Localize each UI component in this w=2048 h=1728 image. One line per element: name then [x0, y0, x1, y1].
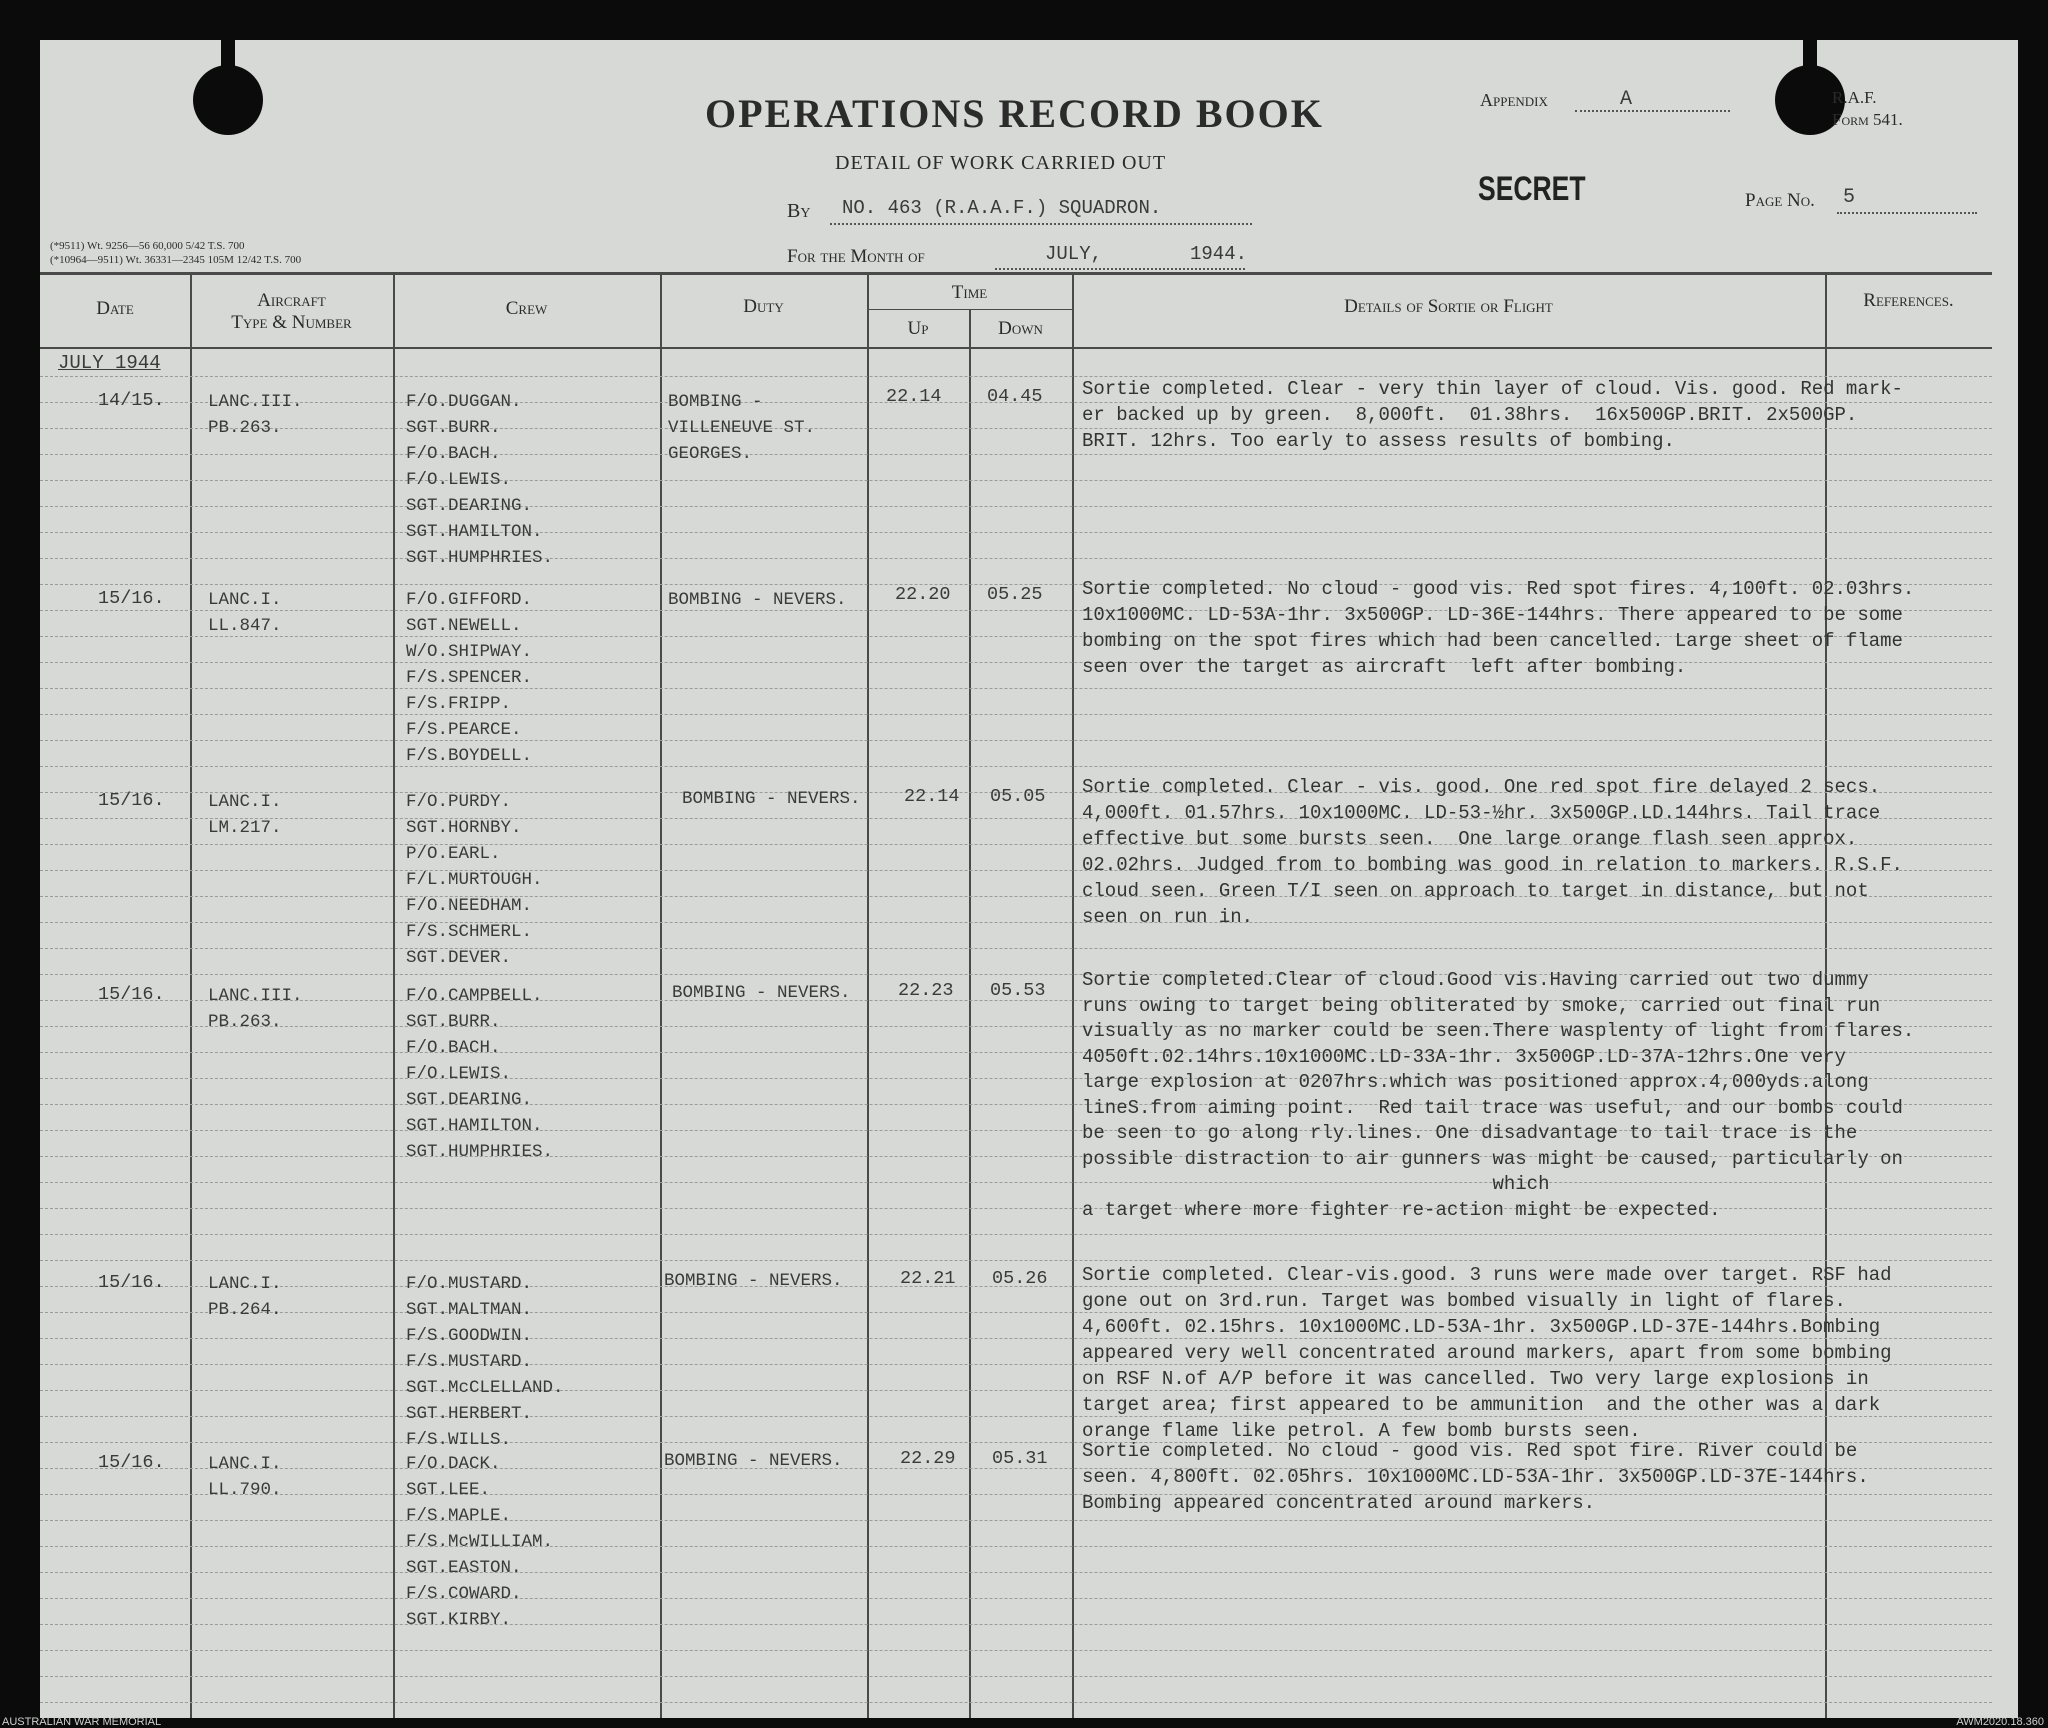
- col-divider-4: [867, 272, 869, 1718]
- entry-date: 15/16.: [98, 1452, 165, 1473]
- entry-time-up: 22.23: [898, 980, 954, 1001]
- entry-time-down: 05.25: [987, 584, 1043, 605]
- header-duty: Duty: [743, 296, 784, 317]
- entry-crew: F/O.PURDY. SGT.HORNBY. P/O.EARL. F/L.MURTOUGH. F/O.NEEDHAM. F/S.SCHMERL. SGT.DEVER.: [406, 792, 543, 968]
- entry-details: Sortie completed. Clear-vis.good. 3 runs were made over target. RSF had gone out on 3rd.run. Target was bombed visually in light of flares. 4,600ft. 02.15hrs. 10x1000MC.LD-53A-1hr. 3x500GP.LD-37E-144hrs.Bombing appeared very well concentrated around markers, apart from some bombing on RSF N.of A/P before it was cancelled. Two very large explosions in target area; first appeared to be ammunition and the other was a dark orange flame like petrol. A few bomb bursts seen.: [1082, 1264, 1892, 1442]
- entry-details: Sortie completed. No cloud - good vis. Red spot fires. 4,100ft. 02.03hrs. 10x1000MC. LD-53A-1hr. 3x500GP. LD-36E-144hrs. There appeared to be some bombing on the spot fires which had been cancelled. Large sheet of flame seen over the target as aircraft left after bombing.: [1082, 578, 1915, 678]
- entry-crew: F/O.CAMPBELL. SGT.BURR. F/O.BACH. F/O.LEWIS. SGT.DEARING. SGT.HAMILTON. SGT.HUMPHRIES.: [406, 986, 554, 1162]
- ruled-line: [40, 1598, 1992, 1599]
- entry-time-down: 05.31: [992, 1448, 1048, 1469]
- record-sheet: [40, 40, 2018, 1718]
- appendix-value: A: [1620, 88, 1633, 111]
- ruled-line: [40, 1650, 1992, 1651]
- month-label: For the Month of: [787, 246, 925, 267]
- entry-time-down: 05.26: [992, 1268, 1048, 1289]
- by-label: By: [787, 200, 811, 222]
- entry-crew: F/O.DACK. SGT.LEE. F/S.MAPLE. F/S.McWILLIAM. SGT.EASTON. F/S.COWARD. SGT.KIRBY.: [406, 1454, 554, 1630]
- ruled-line: [40, 480, 1992, 481]
- col-divider-5: [969, 310, 971, 1718]
- entry-aircraft: LANC.I. LL.847.: [208, 590, 282, 636]
- entry-time-up: 22.21: [900, 1268, 956, 1289]
- month-heading: JULY 1944: [58, 352, 161, 374]
- entry-aircraft: LANC.I. LL.790.: [208, 1454, 282, 1500]
- month-value: JULY,: [1045, 243, 1103, 265]
- entry-duty: BOMBING - NEVERS.: [664, 1451, 843, 1471]
- header-time: Time: [951, 282, 988, 303]
- entry-details: Sortie completed. No cloud - good vis. Red spot fire. River could be seen. 4,800ft. 02.05hrs. 10x1000MC.LD-53A-1hr. 3x500GP.LD-37E-144hrs. Bombing appeared concentrated around markers.: [1082, 1440, 1869, 1514]
- table-top-rule: [40, 272, 1992, 275]
- entry-crew: F/O.MUSTARD. SGT.MALTMAN. F/S.GOODWIN. F/S.MUSTARD. SGT.McCLELLAND. SGT.HERBERT. F/S.WILLS.: [406, 1274, 564, 1450]
- entry-time-down: 05.05: [990, 786, 1046, 807]
- header-aircraft-1: Aircraft: [257, 290, 326, 311]
- entry-aircraft: LANC.I. LM.217.: [208, 792, 282, 838]
- entry-time-up: 22.14: [904, 786, 960, 807]
- ruled-line: [40, 532, 1992, 533]
- ruled-line: [40, 766, 1992, 767]
- header-down: Down: [998, 318, 1043, 339]
- squadron-line: [830, 223, 1252, 225]
- squadron-name: NO. 463 (R.A.A.F.) SQUADRON.: [842, 197, 1162, 219]
- header-bottom-rule: [40, 347, 1992, 349]
- entry-duty: BOMBING - NEVERS.: [682, 789, 861, 809]
- appendix-line: [1575, 110, 1730, 112]
- footer-right: AWM2020.18.360: [1956, 1716, 2044, 1728]
- ruled-line: [40, 1546, 1992, 1547]
- ruled-line: [40, 1520, 1992, 1521]
- footer-left: AUSTRALIAN WAR MEMORIAL: [2, 1716, 162, 1728]
- page-no-line: [1837, 212, 1977, 214]
- col-divider-2: [393, 272, 395, 1718]
- ruled-line: [40, 558, 1992, 559]
- entry-duty: BOMBING - NEVERS.: [668, 590, 847, 610]
- header-date: Date: [96, 298, 134, 319]
- entry-date: 14/15.: [98, 390, 165, 411]
- ruled-line: [40, 714, 1992, 715]
- entry-time-up: 22.14: [886, 386, 942, 407]
- entry-duty: BOMBING - VILLENEUVE ST. GEORGES.: [668, 392, 816, 464]
- header-aircraft-2: Type & Number: [231, 312, 352, 333]
- ruled-line: [40, 740, 1992, 741]
- entry-duty: BOMBING - NEVERS.: [672, 983, 851, 1003]
- form-line-1: R.A.F.: [1832, 88, 1877, 107]
- entry-date: 15/16.: [98, 790, 165, 811]
- ruled-line: [40, 454, 1992, 455]
- page-no-label: Page No.: [1745, 190, 1815, 211]
- ruled-line: [40, 1572, 1992, 1573]
- entry-details: Sortie completed. Clear - vis. good. One red spot fire delayed 2 secs. 4,000ft. 01.57hrs. 10x1000MC. LD-53-½hr. 3x500GP.LD.144hrs. Tail trace effective but some bursts seen. One large orange flash seen approx. 02.02hrs. Judged from to bombing was good in relation to markers. R.S.F. cloud seen. Green T/I seen on approach to target in distance, but not seen on run in.: [1082, 776, 1903, 928]
- ruled-line: [40, 948, 1992, 949]
- ruled-line: [40, 688, 1992, 689]
- page-title: OPERATIONS RECORD BOOK: [705, 91, 1324, 136]
- month-line: [995, 268, 1245, 270]
- year-value: 1944.: [1190, 243, 1248, 265]
- col-divider-3: [660, 272, 662, 1718]
- col-divider-6: [1072, 272, 1074, 1718]
- entry-details: Sortie completed. Clear - very thin layer of cloud. Vis. good. Red mark- er backed up by green. 8,000ft. 01.38hrs. 16x500GP.BRIT. 2x500GP. BRIT. 12hrs. Too early to assess results of bombing.: [1082, 378, 1903, 452]
- ruled-line: [40, 1702, 1992, 1703]
- entry-crew: F/O.GIFFORD. SGT.NEWELL. W/O.SHIPWAY. F/S.SPENCER. F/S.FRIPP. F/S.PEARCE. F/S.BOYDELL.: [406, 590, 533, 766]
- secret-stamp: SECRET: [1478, 170, 1586, 208]
- page-no-value: 5: [1843, 186, 1856, 209]
- entry-aircraft: LANC.III. PB.263.: [208, 392, 303, 438]
- entry-aircraft: LANC.I. PB.264.: [208, 1274, 282, 1320]
- ruled-line: [40, 1260, 1992, 1261]
- ruled-line: [40, 1676, 1992, 1677]
- ruled-line: [40, 1624, 1992, 1625]
- entry-details: Sortie completed.Clear of cloud.Good vis.Having carried out two dummy runs owing to target being obliterated by smoke, carried out final run visually as no marker could be seen.There wasplenty of light from flares. 4050ft.02.14hrs.10x1000MC.LD-33A-1hr. 3x500GP.LD-37A-12hrs.One very large explosion at 0207hrs.which was positioned approx.4,000yds.along lineS.from aiming point. Red tail trace was useful, and our bombs could be seen to go along rly.lines. One disadvantage to tail trace is the possible distraction to air gunners was might be caused, particularly on which a target where more fighter re-action might be expected.: [1082, 969, 1915, 1221]
- header-crew: Crew: [505, 298, 548, 319]
- entry-date: 15/16.: [98, 1272, 165, 1293]
- entry-time-down: 05.53: [990, 980, 1046, 1001]
- header-details: Details of Sortie or Flight: [1344, 296, 1553, 317]
- entry-time-up: 22.29: [900, 1448, 956, 1469]
- entry-time-up: 22.20: [895, 584, 951, 605]
- ruled-line: [40, 1234, 1992, 1235]
- appendix-label: Appendix: [1480, 90, 1548, 110]
- form-line-2: Form 541.: [1832, 110, 1903, 129]
- entry-aircraft: LANC.III. PB.263.: [208, 986, 303, 1032]
- print-code-2: (*10964—9511) Wt. 36331—2345 105M 12/42 T.S. 700: [50, 254, 302, 266]
- entry-duty: BOMBING - NEVERS.: [664, 1271, 843, 1291]
- ruled-line: [40, 506, 1992, 507]
- binder-hole-left: [193, 65, 263, 135]
- entry-time-down: 04.45: [987, 386, 1043, 407]
- entry-date: 15/16.: [98, 588, 165, 609]
- header-up: Up: [907, 318, 929, 339]
- entry-crew: F/O.DUGGAN. SGT.BURR. F/O.BACH. F/O.LEWIS. SGT.DEARING. SGT.HAMILTON. SGT.HUMPHRIES.: [406, 392, 554, 568]
- print-code-1: (*9511) Wt. 9256—56 60,000 5/42 T.S. 700: [50, 240, 245, 252]
- header-references: References.: [1863, 290, 1954, 311]
- col-divider-1: [190, 272, 192, 1718]
- entry-date: 15/16.: [98, 984, 165, 1005]
- page-subtitle: DETAIL OF WORK CARRIED OUT: [835, 152, 1167, 174]
